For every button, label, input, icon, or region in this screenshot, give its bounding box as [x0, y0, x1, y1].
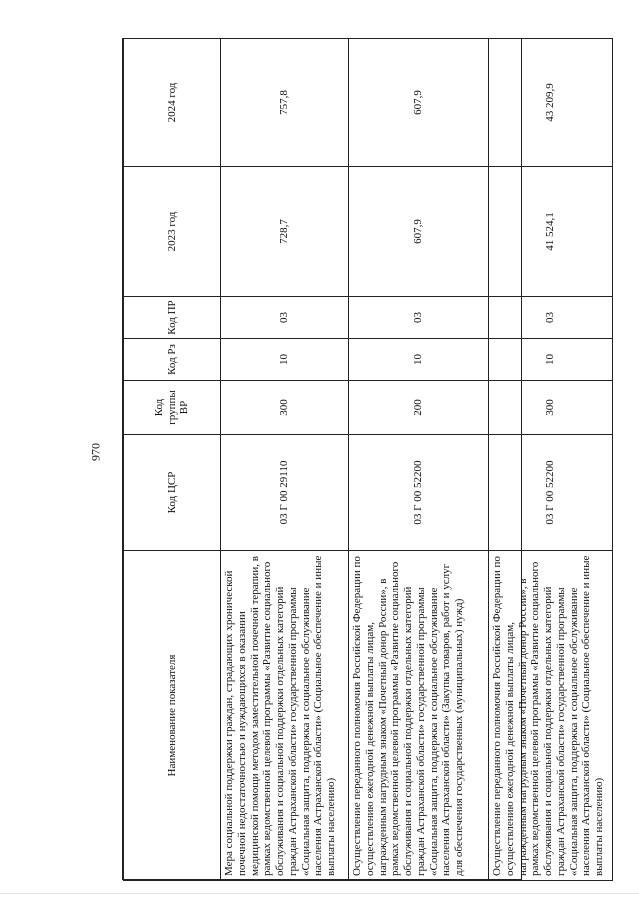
scan-edge-line	[0, 893, 639, 894]
row-csr: 03 Г 00 29110	[221, 435, 349, 551]
row-rz: 10	[221, 339, 349, 381]
row-name: Осуществление переданного полномочия Российской Федерации по осуществлению ежегодной денежной выплаты лицам, награжденным нагрудным знаком «Почетный донор России», в рамках ведомственной целевой программы «Развитие социального обслуживания и социальной поддержки отдельных категорий граждан Астраханской области» государственной программы «Социальная защита, поддержка и социальное обслуживание населения Астраханской области» (Закупка товаров, работ и услуг для обеспечения государственных (муниципальных) нужд)	[349, 551, 489, 881]
page-number: 970	[88, 443, 103, 461]
header-2023: 2023 год	[124, 167, 221, 297]
row-rz: 10	[489, 339, 613, 381]
row-pr: 03	[349, 297, 489, 339]
row-vr: 300	[489, 381, 613, 435]
row-2024: 757,8	[221, 39, 349, 167]
row-rz: 10	[349, 339, 489, 381]
row-csr: 03 Г 00 52200	[489, 435, 613, 551]
header-pr: Код ПР	[124, 297, 221, 339]
header-rz: Код Рз	[124, 339, 221, 381]
row-vr: 300	[221, 381, 349, 435]
row-vr: 200	[349, 381, 489, 435]
row-2023: 41 524,1	[489, 167, 613, 297]
row-2023: 728,7	[221, 167, 349, 297]
header-csr: Код ЦСР	[124, 435, 221, 551]
row-pr: 03	[489, 297, 613, 339]
budget-table-frame	[122, 38, 605, 880]
row-csr: 03 Г 00 52200	[349, 435, 489, 551]
row-name: Осуществление переданного полномочия Российской Федерации по осуществлению ежегодной денежной выплаты лицам, награжденным нагрудным знаком «Почетный донор России», в рамках ведомственной целевой программы «Развитие социального обслуживания и социальной поддержки отдельных категорий граждан Астраханской области» государственной программы «Социальная защита, поддержка и социальное обслуживание населения Астраханской области» (Социальное обеспечение и иные выплаты населению)	[489, 551, 613, 881]
row-2024: 607,9	[349, 39, 489, 167]
row-pr: 03	[221, 297, 349, 339]
header-name: Наименование показателя	[124, 551, 221, 881]
row-2023: 607,9	[349, 167, 489, 297]
header-2024: 2024 год	[124, 39, 221, 167]
row-name: Мера социальной поддержки граждан, страдающих хронической почечной недостаточностью и нуждающихся в оказании медицинской помощи методом заместительной почечной терапии, в рамках ведомственной целевой программы «Развитие социального обслуживания и социальной поддержки отдельных категорий граждан Астраханской области» государственной программы «Социальная защита, поддержка и социальное обслуживание населения Астраханской области» (Социальное обеспечение и иные выплаты населению)	[221, 551, 349, 881]
rotated-table-container	[123, 39, 605, 881]
row-2024: 43 209,9	[489, 39, 613, 167]
table-row	[349, 39, 489, 881]
table-header-row	[124, 39, 221, 881]
table-row	[489, 39, 613, 881]
table-row	[221, 39, 349, 881]
budget-table	[123, 38, 613, 881]
header-vr: Код группы ВР	[124, 381, 221, 435]
